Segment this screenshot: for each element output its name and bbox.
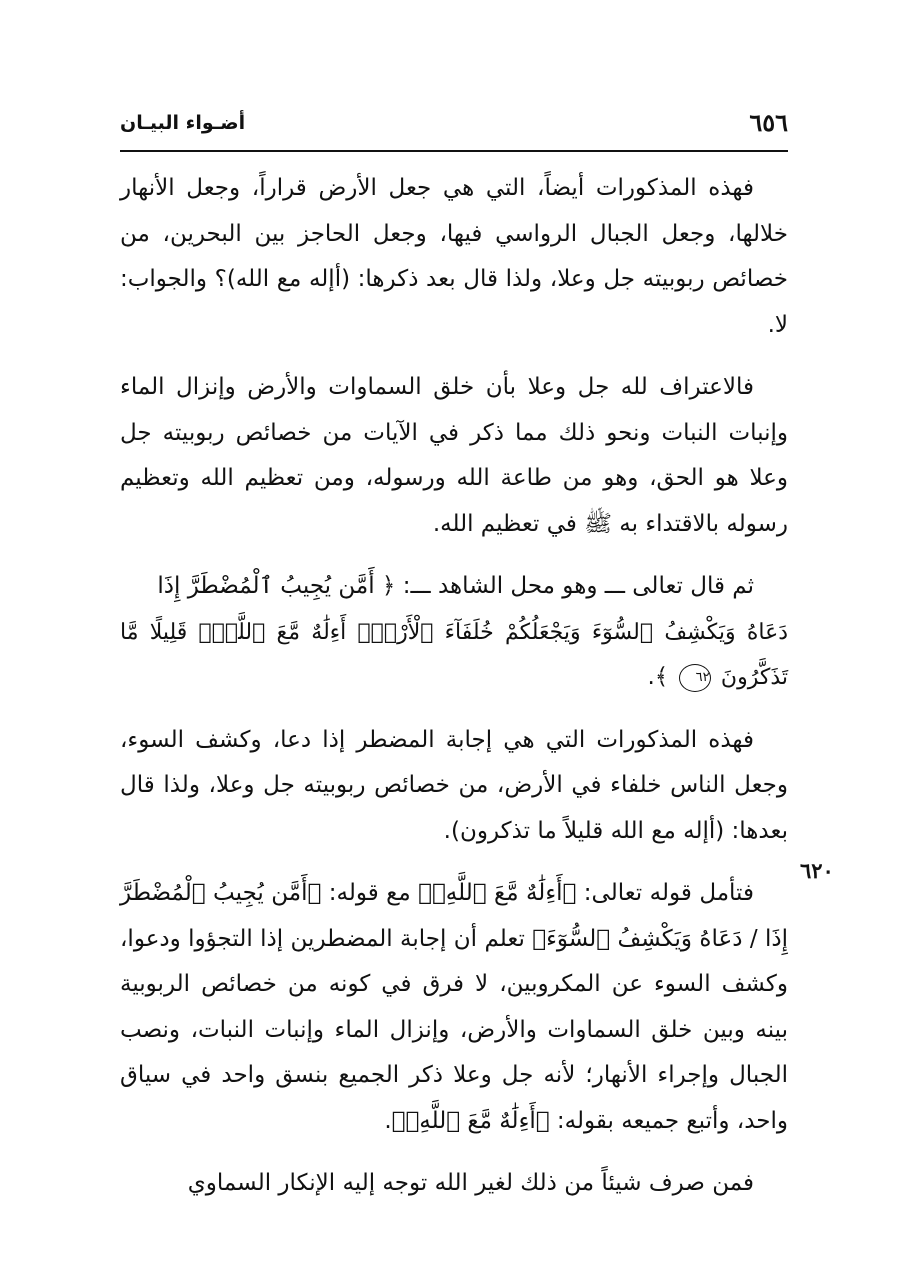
paragraph-3-quran-citation: [120, 564, 788, 701]
margin-page-marker: ٦٢٠: [800, 858, 834, 883]
paragraph-1: [120, 166, 788, 348]
page-header: [120, 108, 788, 148]
paragraph-5: [120, 871, 788, 1144]
header-rule: [120, 150, 788, 152]
paragraph-4: [120, 718, 788, 855]
paragraph-6-text: فمن صرف شيئاً من ذلك لغير الله توجه إليه الإنكار السماوي: [187, 1170, 754, 1196]
running-title: أضـواء البيـان: [120, 112, 246, 134]
paragraph-6: [120, 1161, 788, 1207]
quran-verse-text: دَعَاهُ وَيَكْشِفُ ٱلسُّوٓءَ وَيَجْعَلُكُمْ خُلَفَآءَ ٱلْأَرْضِۗ أَءِلَٰهٌ مَّعَ ٱللَّهِۚ قَلِيلًا مَّا تَذَكَّرُونَ: [120, 619, 788, 690]
body-text: [120, 166, 788, 1224]
paragraph-3-intro: ثم قال تعالى ـــ وهو محل الشاهد ـــ: ﴿ أَمَّن يُجِيبُ ٱلْمُضْطَرَّ إِذَا: [157, 573, 754, 599]
quran-closing-bracket: ﴾.: [647, 664, 669, 690]
paragraph-5-text: فتأمل قوله تعالى: ﴿أَءِلَٰهٌ مَّعَ ٱللَّهِۚ﴾ مع قوله: ﴿أَمَّن يُجِيبُ ٱلْمُضْطَرَّ إِذَا / دَعَاهُ وَيَكْشِفُ ٱلسُّوٓءَ﴾ تعلم أن إجابة المضطرين إذا التجؤوا ودعوا، وكشف السوء عن المكروبين، لا فرق في كونه من خصائص الربوبية بينه وبين خلق السماوات والأرض، وإنزال الماء وإنبات النبات، ونصب الجبال وإجراء الأنهار؛ لأنه جل وعلا ذكر الجميع بنسق واحد في سياق واحد، وأتبع جميعه بقوله: ﴿أَءِلَٰهٌ مَّعَ ٱللَّهِۚ﴾.: [120, 880, 788, 1134]
paragraph-2: [120, 365, 788, 547]
paragraph-4-text: فهذه المذكورات التي هي إجابة المضطر إذا دعا، وكشف السوء، وجعل الناس خلفاء في الأرض، من خصائص ربوبيته جل وعلا، ولذا قال بعدها: (أإله مع الله قليلاً ما تذكرون).: [120, 726, 788, 844]
page-number: ٦٥٦: [749, 108, 788, 137]
paragraph-2-text: فالاعتراف لله جل وعلا بأن خلق السماوات والأرض وإنزال الماء وإنبات النبات ونحو ذلك مما ذكر في الآيات من خصائص ربوبيته جل وعلا هو الحق، وهو من طاعة الله ورسوله، ومن تعظيم الله وتعظيم رسوله بالاقتداء به ﷺ في تعظيم الله.: [120, 374, 788, 537]
ayah-number-mark: ٦٢: [679, 664, 711, 692]
paragraph-1-text: فهذه المذكورات أيضاً، التي هي جعل الأرض قراراً، وجعل الأنهار خلالها، وجعل الجبال الرواسي فيها، وجعل الحاجز بين البحرين، من خصائص ربوبيته جل وعلا، ولذا قال بعد ذكرها: (أإله مع الله)؟ والجواب: لا.: [120, 175, 788, 338]
